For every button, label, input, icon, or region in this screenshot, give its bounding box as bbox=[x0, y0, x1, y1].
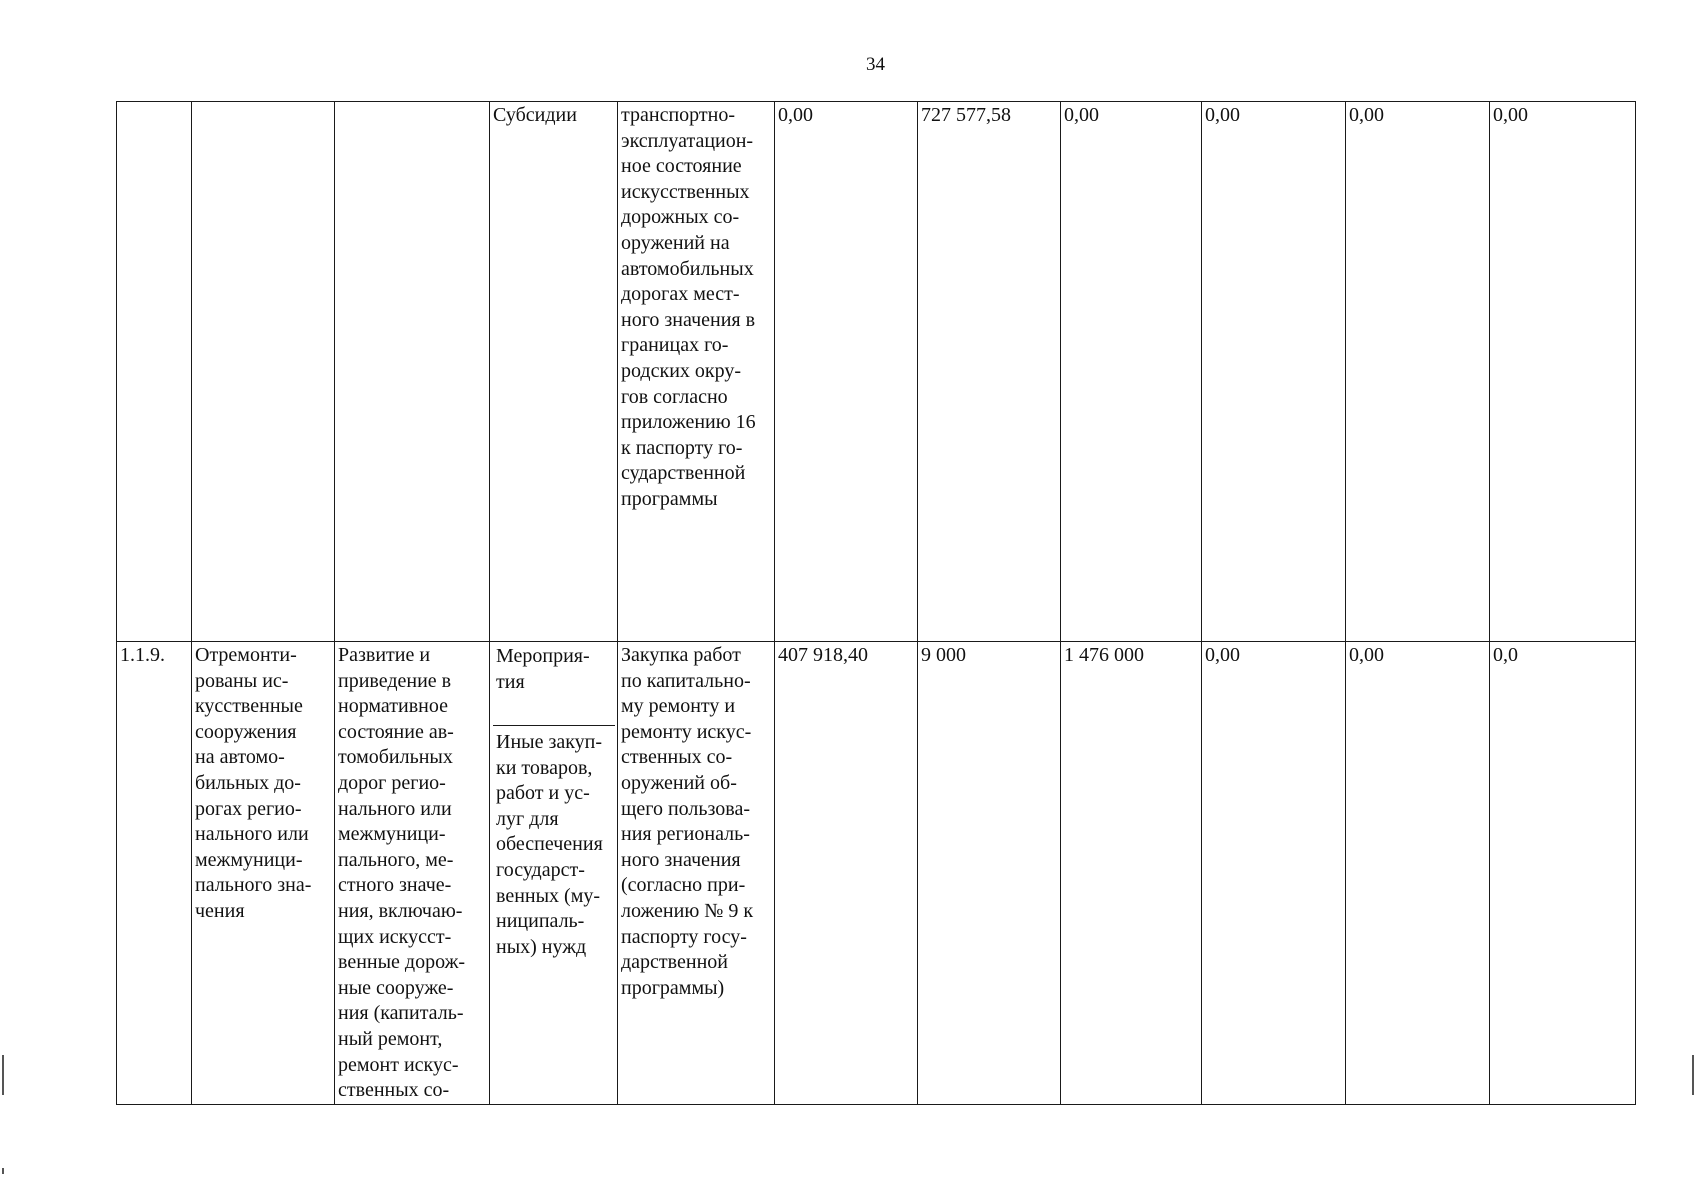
value-cell: 0,00 bbox=[1202, 102, 1346, 642]
budget-table bbox=[116, 101, 1636, 1105]
scan-edge-mark bbox=[2, 1168, 4, 1174]
value-cell: 1 476 000 bbox=[1061, 642, 1202, 1105]
value-cell: 0,0 bbox=[1490, 642, 1636, 1105]
row-number-cell bbox=[117, 102, 192, 642]
task-cell bbox=[335, 102, 490, 642]
value-cell: 0,00 bbox=[1202, 642, 1346, 1105]
task-cell: Развитие и приведение в нормативное состояние ав- томобильных дорог регио- нального или межмуници- пального, ме- стного значе- ния, включаю- щих искусст- венные дорож- ные сооруже- ния (капиталь- ный ремонт, ремонт искус- ственных со- bbox=[335, 642, 490, 1105]
value-cell: 407 918,40 bbox=[775, 642, 918, 1105]
value-cell: 0,00 bbox=[1061, 102, 1202, 642]
value-cell: 727 577,58 bbox=[918, 102, 1061, 642]
scan-edge-mark bbox=[2, 1055, 4, 1095]
scan-edge-mark bbox=[1692, 1055, 1694, 1095]
page-number: 34 bbox=[866, 54, 885, 75]
result-cell bbox=[192, 102, 335, 642]
value-cell: 0,00 bbox=[1346, 642, 1490, 1105]
value-cell: 0,00 bbox=[1346, 102, 1490, 642]
expense-type-top: Мероприя- тия bbox=[493, 643, 615, 726]
value-cell: 0,00 bbox=[1490, 102, 1636, 642]
row-number-cell: 1.1.9. bbox=[117, 642, 192, 1105]
description-cell: транспортно- эксплуатацион- ное состояние искусственных дорожных со- оружений на автомобильных дорогах мест- ного значения в границах го- родских окру- гов согласно приложению 16 к паспорту го- сударственной программы bbox=[618, 102, 775, 642]
result-cell: Отремонти- рованы ис- кусственные сооружения на автомо- бильных до- рогах регио- нального или межмуници- пального зна- чения bbox=[192, 642, 335, 1105]
table-row bbox=[117, 102, 1636, 642]
expense-type-cell bbox=[490, 642, 618, 1105]
expense-type-bottom: Иные закуп- ки товаров, работ и ус- луг для обеспечения государст- венных (му- ниципаль- ных) нужд bbox=[496, 731, 603, 958]
description-cell: Закупка работ по капитально- му ремонту и ремонту искус- ственных со- оружений об- щего пользова- ния региональ- ного значения (согласно при- ложению № 9 к паспорту госу- дарственной программы) bbox=[618, 642, 775, 1105]
table-row bbox=[117, 642, 1636, 1105]
value-cell: 9 000 bbox=[918, 642, 1061, 1105]
expense-type-cell: Субсидии bbox=[490, 102, 618, 642]
value-cell: 0,00 bbox=[775, 102, 918, 642]
